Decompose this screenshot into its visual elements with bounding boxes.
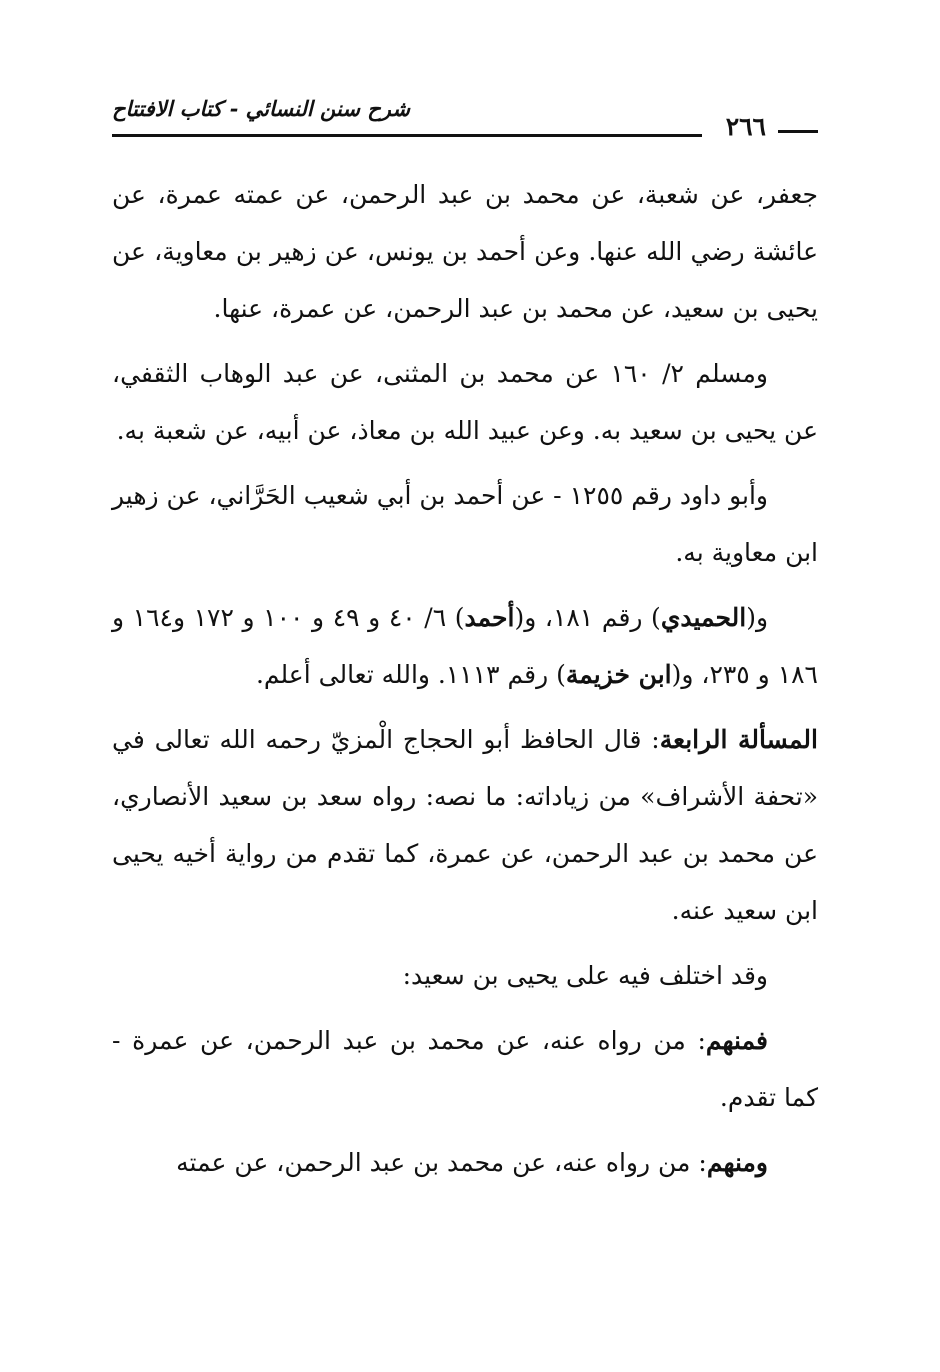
paragraph-3-text: وأبو داود رقم ١٢٥٥ - عن أحمد بن أبي شعيب الحَرَّاني، عن زهير ابن معاوية به.: [112, 481, 818, 567]
paragraph-4-mid2: ) ٦/ ٤٠ و ٤٩ و ١٠٠ و ١٧٢ و١٦٤ و ١٨٦ و ٢٣٥، و(: [112, 603, 818, 689]
paragraph-5-text: : قال الحافظ أبو الحجاج الْمزيّ رحمه الله تعالى في «تحفة الأشراف» من زياداته: ما نصه: رواه سعد بن سعيد الأنصاري، عن محمد بن عبد الرحمن، عن عمرة، كما تقدم من رواية أخيه يحيى ابن سعيد عنه.: [112, 725, 818, 925]
source-humaydi: الحميدي: [660, 603, 747, 632]
paragraph-8: [112, 1134, 818, 1191]
paragraph-2: [112, 345, 818, 459]
paragraph-3: [112, 467, 818, 581]
paragraph-2-text: ومسلم ٢/ ١٦٠ عن محمد بن المثنى، عن عبد الوهاب الثقفي، عن يحيى بن سعيد به. وعن عبيد الله بن معاذ، عن أبيه، عن شعبة به.: [112, 359, 818, 445]
paragraph-6: [112, 947, 818, 1004]
source-ibn-khuzayma: ابن خزيمة: [565, 660, 672, 689]
among-them-label-2: ومنهم: [706, 1148, 768, 1177]
paragraph-4-pre: و(: [746, 603, 769, 632]
paragraph-4-mid1: ) رقم ١٨١، و(: [514, 603, 661, 632]
paragraph-7-text: : من رواه عنه، عن محمد بن عبد الرحمن، عن عمرة - كما تقدم.: [112, 1026, 818, 1112]
source-ahmad: أحمد: [464, 603, 515, 632]
page-header: [112, 96, 818, 142]
page-body: [112, 166, 818, 1191]
page-number: ٢٦٦: [725, 112, 766, 141]
paragraph-5: [112, 711, 818, 939]
issue-four-label: المسألة الرابعة: [659, 725, 818, 754]
paragraph-8-text: : من رواه عنه، عن محمد بن عبد الرحمن، عن عمته: [176, 1148, 707, 1177]
header-dash: [778, 130, 818, 133]
paragraph-1: [112, 166, 818, 337]
paragraph-1-text: جعفر، عن شعبة، عن محمد بن عبد الرحمن، عن عمته عمرة، عن عائشة رضي الله عنها. وعن أحمد بن يونس، عن زهير بن معاوية، عن يحيى بن سعيد، عن محمد بن عبد الرحمن، عن عمرة، عنها.: [112, 180, 818, 323]
header-rule: [112, 134, 702, 137]
paragraph-7: [112, 1012, 818, 1126]
running-title: شرح سنن النسائي - كتاب الافتتاح: [112, 96, 410, 121]
among-them-label-1: فمنهم: [705, 1026, 768, 1055]
paragraph-4: [112, 589, 818, 703]
paragraph-4-end: ) رقم ١١١٣. والله تعالى أعلم.: [255, 660, 566, 689]
paragraph-6-text: وقد اختلف فيه على يحيى بن سعيد:: [402, 961, 768, 990]
